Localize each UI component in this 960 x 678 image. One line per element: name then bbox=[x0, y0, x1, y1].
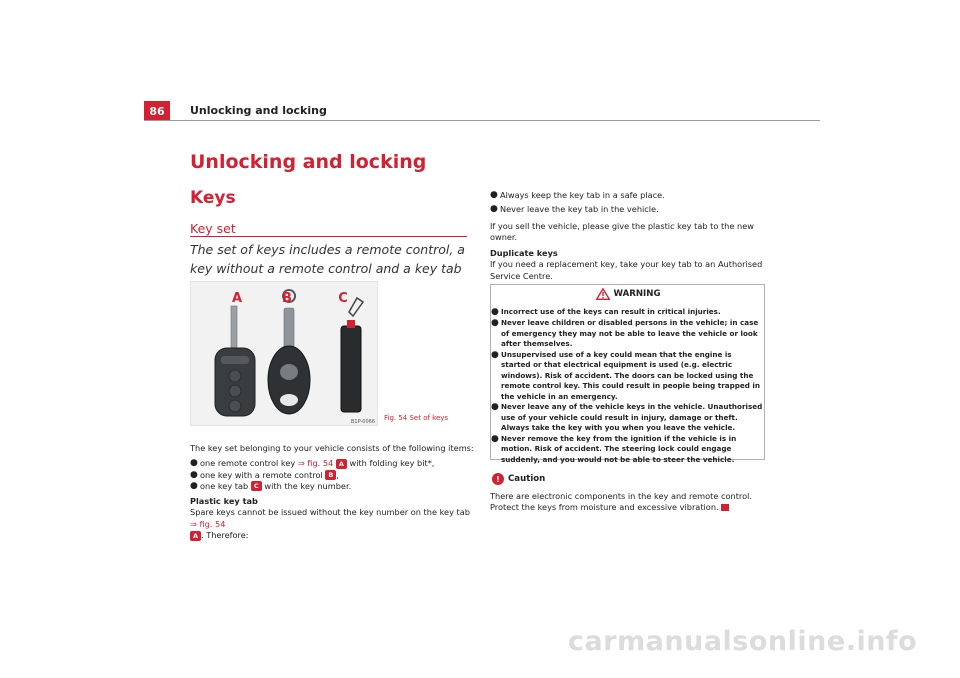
duplicate-keys-heading: Duplicate keys bbox=[490, 248, 558, 259]
keys-illustration bbox=[191, 282, 378, 426]
chapter-title: Unlocking and locking bbox=[190, 151, 427, 173]
caution-header bbox=[492, 473, 545, 485]
right-column bbox=[490, 190, 765, 282]
fig-reference-link[interactable]: ⇒ fig. 54 bbox=[297, 458, 334, 469]
caution-text: There are electronic components in the key and remote control. Protect the keys from moisture and excessive vibration. bbox=[490, 491, 752, 513]
figure-label-a: A bbox=[231, 291, 243, 306]
list-item: ● Always keep the key tab in a safe place. bbox=[490, 190, 665, 200]
plastic-key-tab-heading: Plastic key tab bbox=[190, 496, 258, 507]
list-item: ● Never leave children or disabled persons in the vehicle; in case of emergency they may not be able to leave the vehicle or look after themselves. bbox=[491, 318, 759, 349]
figure-code: B1P-0066 bbox=[350, 419, 375, 425]
warning-header bbox=[494, 288, 762, 300]
list-item: ● Never leave any of the vehicle keys in the vehicle. Unauthorised use of your vehicle could result in injury, damage or theft. Always take the key with you when you leave the vehicle. bbox=[491, 402, 763, 433]
caution-exclamation-icon: ! bbox=[492, 473, 504, 485]
fig-reference-link[interactable]: ⇒ fig. 54 bbox=[190, 518, 226, 529]
list-item: ● Never remove the key from the ignition if the vehicle is in motion. Risk of accident. The steering lock could engage suddenly, and you would not be able to steer the vehicle. bbox=[491, 433, 737, 464]
list-item: ● one remote control key ⇒ fig. 54 A with folding key bit*, bbox=[190, 458, 435, 469]
figure-caption: Fig. 54 Set of keys bbox=[384, 414, 449, 422]
running-title: Unlocking and locking bbox=[190, 104, 327, 117]
subsection-title: Key set bbox=[190, 221, 236, 236]
list-item: ● Incorrect use of the keys can result in critical injuries. bbox=[491, 307, 721, 317]
plastic-key-tab-text: Spare keys cannot be issued without the key number on the key tab ⇒ fig. 54 A . Therefore: bbox=[190, 507, 470, 541]
header-divider bbox=[144, 120, 820, 121]
page-number: 86 bbox=[144, 101, 170, 121]
caution-title: Caution bbox=[508, 474, 546, 484]
key-marker-b: B bbox=[325, 470, 336, 480]
sell-vehicle-text: If you sell the vehicle, please give the plastic key tab to the new owner. bbox=[490, 220, 754, 242]
key-marker-a: A bbox=[190, 531, 201, 541]
keyset-lead: The key set belonging to your vehicle consists of the following items: bbox=[190, 443, 474, 453]
warning-title: WARNING bbox=[613, 289, 661, 299]
subsection-divider bbox=[190, 236, 467, 237]
intro-text: The set of keys includes a remote control, a key without a remote control and a key tab bbox=[190, 242, 465, 276]
key-marker-a: A bbox=[336, 459, 347, 469]
figure-label-b: B bbox=[282, 291, 292, 306]
list-item: ● Never leave the key tab in the vehicle. bbox=[490, 204, 659, 215]
warning-triangle-icon bbox=[596, 288, 610, 300]
end-of-section-icon bbox=[721, 504, 729, 511]
warning-list bbox=[491, 307, 763, 465]
section-title: Keys bbox=[190, 188, 236, 208]
duplicate-keys-text: If you need a replacement key, take your key tab to an Authorised Service Centre. bbox=[490, 259, 763, 281]
list-item: ● one key with a remote control B , bbox=[190, 469, 340, 480]
figure-label-c: C bbox=[338, 291, 348, 306]
list-item: ● Unsupervised use of a key could mean that the engine is started or that electrical equipment is used (e.g. electric windows). Risk of accident. The doors can be locked using the remote control key. This could result in people being trapped in the vehicle in an emergency. bbox=[491, 349, 760, 401]
list-item: ● one key tab C with the key number. bbox=[190, 480, 352, 491]
watermark: carmanualsonline.info bbox=[568, 626, 918, 657]
key-marker-c: C bbox=[251, 481, 262, 491]
keys-figure bbox=[190, 281, 378, 426]
left-column bbox=[190, 443, 475, 541]
